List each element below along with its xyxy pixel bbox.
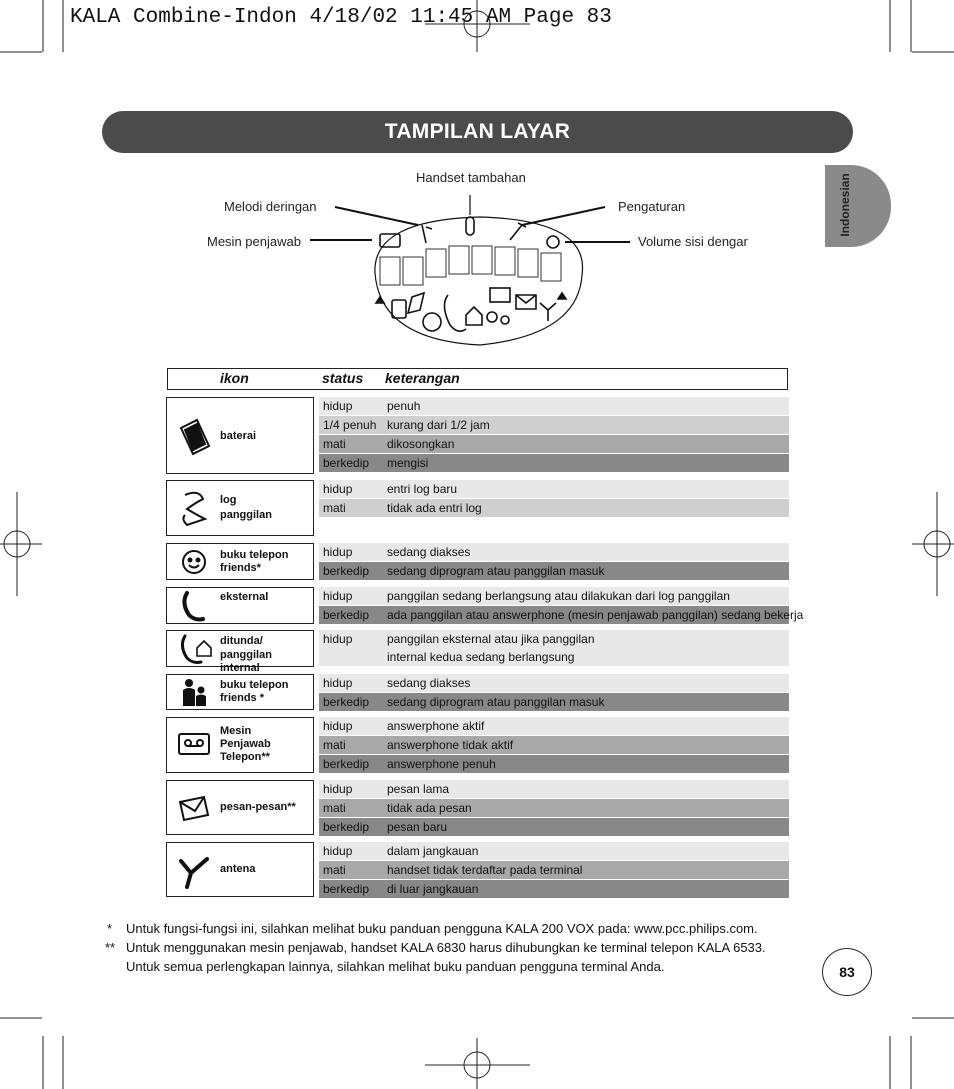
print-header: KALA Combine-Indon 4/18/02 11:45 AM Page 83	[70, 6, 612, 29]
status-cell: mati	[323, 437, 346, 451]
status-cell: hidup	[323, 399, 353, 413]
table-row	[319, 880, 789, 898]
phone-handset-icon	[177, 589, 211, 623]
envelope-icon	[177, 794, 211, 824]
icon-cell-antena	[166, 842, 314, 897]
label-line: Mesin	[220, 725, 252, 737]
status-cell: mati	[323, 801, 346, 815]
desc-cell: handset tidak terdaftar pada terminal	[387, 863, 583, 877]
label-line: log	[220, 494, 237, 506]
table-row	[319, 736, 789, 754]
label-line: baterai	[220, 430, 257, 442]
status-cell: berkedip	[323, 695, 370, 709]
desc-cell: sedang diakses	[387, 545, 471, 559]
status-cell: 1/4 penuh	[323, 418, 377, 432]
status-cell: hidup	[323, 589, 353, 603]
footnote-mark-1: *	[107, 921, 113, 936]
label-line: buku telepon	[220, 679, 289, 691]
table-header-box	[167, 368, 788, 390]
phone-house-icon	[177, 632, 215, 666]
callout-melodi-deringan: Melodi deringan	[224, 199, 317, 214]
icon-cell-ditunda	[166, 630, 314, 674]
desc-cell: di luar jangkauan	[387, 882, 479, 896]
desc-cell-line2: internal kedua sedang berlangsung	[387, 650, 575, 664]
cassette-icon	[177, 730, 211, 760]
table-row	[319, 606, 804, 624]
callout-handset-tambahan: Handset tambahan	[416, 170, 526, 185]
table-row	[319, 480, 789, 498]
table-row	[319, 693, 789, 711]
table-row	[319, 861, 789, 879]
label-line: friends *	[220, 692, 265, 704]
status-cell: mati	[323, 501, 346, 515]
desc-cell: panggilan eksternal atau jika panggilan	[387, 632, 595, 646]
status-cell: berkedip	[323, 456, 370, 470]
battery-icon	[177, 418, 211, 458]
label-line: panggilan internal	[220, 649, 272, 674]
status-cell: hidup	[323, 482, 353, 496]
footnote-mark-2: **	[105, 940, 116, 955]
table-row	[319, 543, 789, 561]
desc-cell: tidak ada entri log	[387, 501, 482, 515]
table-row	[319, 780, 789, 798]
label-line: friends*	[220, 562, 261, 574]
desc-cell: dalam jangkauan	[387, 844, 479, 858]
desc-cell: penuh	[387, 399, 421, 413]
status-cell: hidup	[323, 782, 353, 796]
table-row	[319, 499, 789, 517]
table-row	[319, 562, 789, 580]
status-cell: berkedip	[323, 882, 370, 896]
table-row	[319, 454, 789, 472]
icon-cell-buku-telepon-friends	[166, 543, 314, 580]
status-cell: hidup	[323, 719, 353, 733]
desc-cell: answerphone tidak aktif	[387, 738, 514, 752]
label-line: panggilan	[220, 509, 272, 521]
table-row	[319, 630, 789, 666]
label-line: buku telepon	[220, 549, 289, 561]
table-row	[319, 674, 789, 692]
icon-cell-mesin-penjawab	[166, 717, 314, 773]
desc-cell: answerphone aktif	[387, 719, 485, 733]
desc-cell: sedang diprogram atau panggilan masuk	[387, 564, 605, 578]
footnote-1: Untuk fungsi-fungsi ini, silahkan melihat buku panduan pengguna KALA 200 VOX pada: www.pcc.philips.com.	[126, 921, 758, 936]
desc-cell: kurang dari 1/2 jam	[387, 418, 490, 432]
label-line: antena	[220, 863, 256, 875]
icon-cell-pesan-pesan	[166, 780, 314, 835]
page-number: 83	[822, 948, 872, 996]
callout-pengaturan: Pengaturan	[618, 199, 686, 214]
table-row	[319, 818, 789, 836]
desc-cell: answerphone penuh	[387, 757, 496, 771]
icon-cell-baterai	[166, 397, 314, 474]
desc-cell: entri log baru	[387, 482, 458, 496]
label-line: pesan-pesan**	[220, 801, 296, 813]
status-cell: hidup	[323, 545, 353, 559]
table-row	[319, 435, 789, 453]
table-row	[319, 842, 789, 860]
status-cell: mati	[323, 863, 346, 877]
status-cell: hidup	[323, 632, 353, 646]
label-line: Penjawab	[220, 738, 271, 750]
desc-cell: sedang diprogram atau panggilan masuk	[387, 695, 605, 709]
footnote-2: Untuk menggunakan mesin penjawab, handset KALA 6830 harus dihubungkan ke terminal telepon KALA 6533.	[126, 940, 766, 955]
desc-cell: mengisi	[387, 456, 429, 470]
table-row	[319, 799, 789, 817]
status-cell: berkedip	[323, 820, 370, 834]
callout-mesin-penjawab: Mesin penjawab	[207, 234, 301, 249]
table-row	[319, 717, 789, 735]
desc-cell: pesan lama	[387, 782, 450, 796]
status-cell: berkedip	[323, 608, 370, 622]
call-log-icon	[177, 489, 211, 529]
desc-cell: panggilan sedang berlangsung atau dilakukan dari log panggilan	[387, 589, 730, 603]
callout-volume-sisi-dengar: Volume sisi dengar	[638, 234, 748, 249]
desc-cell: tidak ada pesan	[387, 801, 472, 815]
people-icon	[177, 676, 211, 710]
table-row	[319, 587, 789, 605]
desc-cell: sedang diakses	[387, 676, 471, 690]
header-status: status	[322, 370, 364, 386]
header-keterangan: keterangan	[385, 370, 460, 386]
status-cell: hidup	[323, 676, 353, 690]
page-title: TAMPILAN LAYAR	[384, 120, 571, 143]
antenna-icon	[177, 851, 211, 891]
status-cell: berkedip	[323, 564, 370, 578]
language-tab-label: Indonesian	[838, 173, 852, 237]
label-line: ditunda/	[220, 635, 263, 647]
label-line: Telepon**	[220, 751, 270, 763]
icon-cell-log-panggilan	[166, 480, 314, 536]
footnote-3: Untuk semua perlengkapan lainnya, silahkan melihat buku panduan pengguna terminal Anda.	[126, 959, 665, 974]
desc-cell: dikosongkan	[387, 437, 455, 451]
label-line: eksternal	[220, 591, 269, 603]
status-cell: mati	[323, 738, 346, 752]
display-diagram	[300, 185, 660, 355]
table-row	[319, 416, 789, 434]
table-row	[319, 755, 789, 773]
status-cell: hidup	[323, 844, 353, 858]
friends-face-icon	[177, 545, 211, 579]
icon-cell-eksternal	[166, 587, 314, 624]
table-row	[319, 397, 789, 415]
desc-cell: pesan baru	[387, 820, 448, 834]
status-cell: berkedip	[323, 757, 370, 771]
desc-cell: ada panggilan atau answerphone (mesin penjawab panggilan) sedang bekerja	[387, 608, 804, 622]
icon-cell-buku-telepon-friends-2	[166, 674, 314, 710]
header-ikon: ikon	[220, 370, 249, 386]
